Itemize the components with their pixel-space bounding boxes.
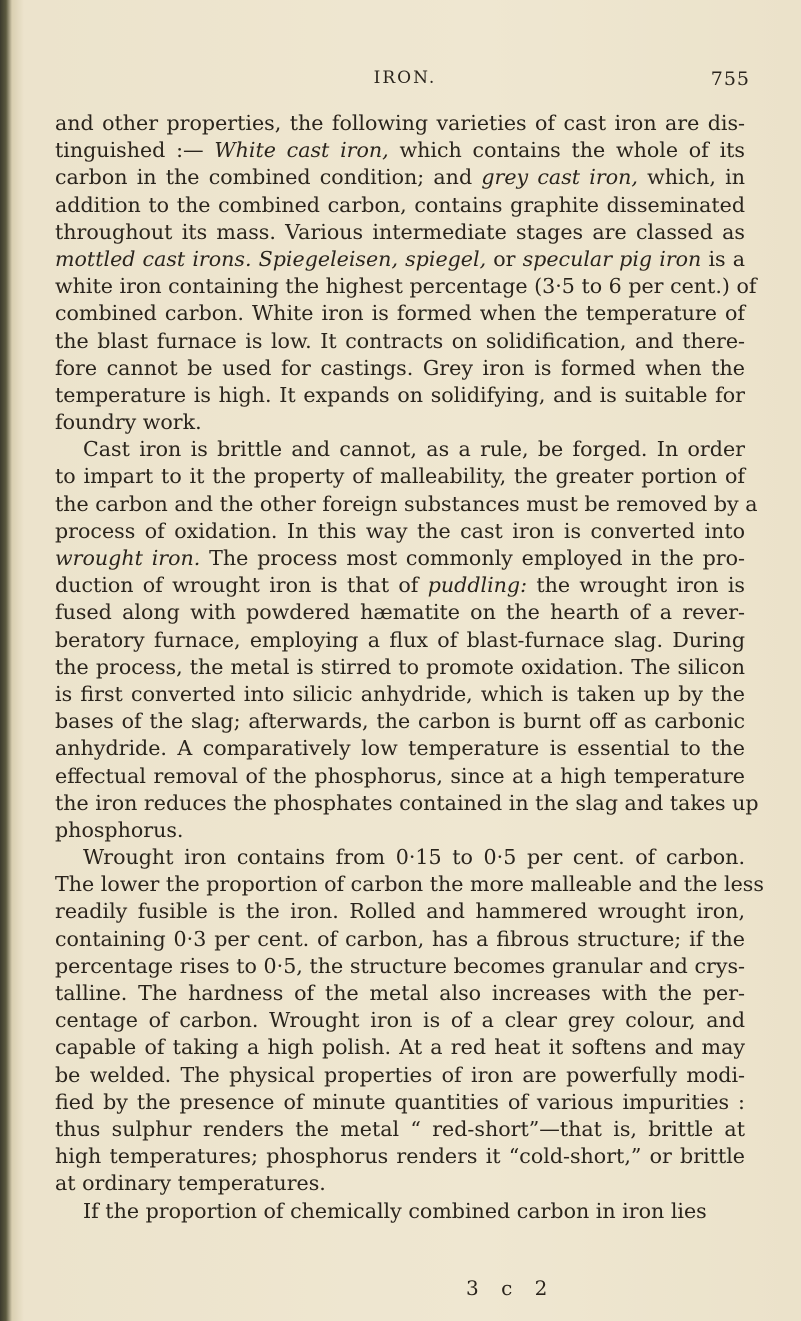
text-run: high temperatures; phosphorus renders it “cold-short,” or brittle (55, 1144, 745, 1169)
text-run: phosphorus. (55, 817, 184, 842)
text-run: the iron reduces the phosphates contained in the slag and takes up (55, 790, 759, 815)
text-run: which contains the whole of its (388, 138, 745, 163)
text-run: which, in (637, 165, 745, 190)
text-run: capable of taking a high polish. At a red heat it softens and may (55, 1035, 745, 1060)
text-line (55, 463, 745, 490)
italic-term: puddling: (427, 573, 528, 598)
text-line (55, 1170, 745, 1197)
text-line (55, 491, 758, 518)
page-number: 755 (710, 68, 750, 90)
text-run: the process, the metal is stirred to promote oxidation. The silicon (55, 654, 745, 679)
text-run: fied by the presence of minute quantities of various impurities : (55, 1089, 745, 1114)
text-run: duction of wrought iron is that of (55, 573, 428, 598)
text-run: the blast furnace is low. It contracts on solidification, and there- (55, 328, 745, 353)
text-line (55, 1089, 745, 1116)
text-line (55, 1062, 745, 1089)
text-line (55, 898, 745, 925)
text-run: talline. The hardness of the metal also increases with the per- (55, 981, 745, 1005)
text-run: the wrought iron is (527, 573, 745, 598)
text-run: throughout its mass. Various intermediate stages are classed as (55, 219, 745, 244)
text-line (55, 627, 745, 654)
text-line (55, 708, 745, 735)
signature-mark: 3 c 2 (466, 1276, 556, 1300)
text-line (55, 763, 745, 790)
text-run: white iron containing the highest percentage (3·5 to 6 per cent.) of (55, 274, 757, 299)
text-run: and other properties, the following varieties of cast iron are dis- (55, 111, 745, 135)
italic-term: White cast iron, (214, 138, 389, 163)
italic-term: grey cast iron, (481, 165, 638, 190)
text-line (55, 817, 745, 844)
text-line (55, 192, 745, 219)
text-run: combined carbon. White iron is formed when the temperature of (55, 301, 745, 326)
text-run: is first converted into silicic anhydride, which is taken up by the (55, 681, 745, 706)
text-run: thus sulphur renders the metal “ red-short”—that is, brittle at (55, 1116, 745, 1141)
text-line (55, 599, 745, 626)
text-line (55, 273, 757, 300)
text-line (55, 409, 745, 436)
text-line (55, 164, 745, 191)
body-text (55, 110, 764, 1225)
text-run: containing 0·3 per cent. of carbon, has a fibrous structure; if the (55, 926, 745, 951)
text-run: at ordinary temperatures. (55, 1171, 326, 1196)
text-line (55, 110, 745, 137)
text-run: percentage rises to 0·5, the structure becomes granular and crys- (55, 953, 745, 978)
text-run: anhydride. A comparatively low temperature is essential to the (55, 736, 745, 761)
text-line (55, 1198, 745, 1225)
text-line (55, 518, 745, 545)
text-line (55, 355, 745, 382)
text-run: process of oxidation. In this way the cast iron is converted into (55, 518, 745, 543)
text-line (55, 545, 745, 572)
text-run: centage of carbon. Wrought iron is of a clear grey colour, and (55, 1008, 745, 1033)
text-line (55, 980, 745, 1007)
running-title: IRON. (373, 68, 437, 88)
text-run: to impart to it the property of malleability, the greater portion of (55, 464, 745, 489)
text-run: beratory furnace, employing a flux of blast-furnace slag. During (55, 627, 745, 652)
text-line (55, 1143, 745, 1170)
text-line (55, 1007, 745, 1034)
text-run: addition to the combined carbon, contains graphite disseminated (55, 192, 745, 217)
text-run: Cast iron is brittle and cannot, as a rule, be forged. In order (83, 437, 745, 462)
text-run: fused along with powdered hæmatite on the hearth of a rever- (55, 600, 745, 625)
text-run: temperature is high. It expands on solidifying, and is suitable for (55, 382, 745, 407)
italic-term: wrought iron. (55, 546, 201, 570)
text-line (55, 1116, 745, 1143)
text-line (55, 436, 745, 463)
text-run: The process most commonly employed in the pro- (200, 546, 746, 570)
text-line (55, 382, 745, 409)
text-run: The lower the proportion of carbon the more malleable and the less (55, 872, 764, 897)
text-run: Wrought iron contains from 0·15 to 0·5 per cent. of carbon. (83, 845, 745, 870)
text-run: fore cannot be used for castings. Grey iron is formed when the (55, 355, 745, 380)
text-run: be welded. The physical properties of iron are powerfully modi- (55, 1062, 745, 1087)
text-line (55, 246, 745, 273)
text-line (55, 137, 745, 164)
text-line (55, 300, 745, 327)
text-line (55, 790, 759, 817)
text-line (55, 735, 745, 762)
text-run: effectual removal of the phosphorus, since at a high temperature (55, 763, 745, 788)
italic-term: mottled cast irons. Spiegeleisen, spiegel, (55, 246, 487, 271)
text-run: carbon in the combined condition; and (55, 165, 482, 190)
text-run: readily fusible is the iron. Rolled and hammered wrought iron, (55, 899, 745, 924)
text-line (55, 328, 745, 355)
text-line (55, 681, 745, 708)
text-line (55, 572, 745, 599)
text-line (55, 219, 745, 246)
text-run: or (486, 246, 523, 271)
page-header (60, 68, 750, 98)
text-run: foundry work. (55, 410, 202, 435)
text-run: bases of the slag; afterwards, the carbon is burnt off as carbonic (55, 709, 745, 734)
italic-term: specular pig iron (522, 246, 702, 271)
text-line (55, 1034, 745, 1061)
text-line (55, 926, 745, 953)
text-line (55, 654, 745, 681)
text-run: the carbon and the other foreign substances must be removed by a (55, 491, 758, 516)
text-run: is a (701, 246, 745, 271)
text-line (55, 844, 745, 871)
text-run: If the proportion of chemically combined carbon in iron lies (83, 1198, 707, 1223)
text-line (55, 953, 745, 980)
text-line (55, 871, 764, 898)
text-run: tinguished :— (55, 138, 215, 163)
